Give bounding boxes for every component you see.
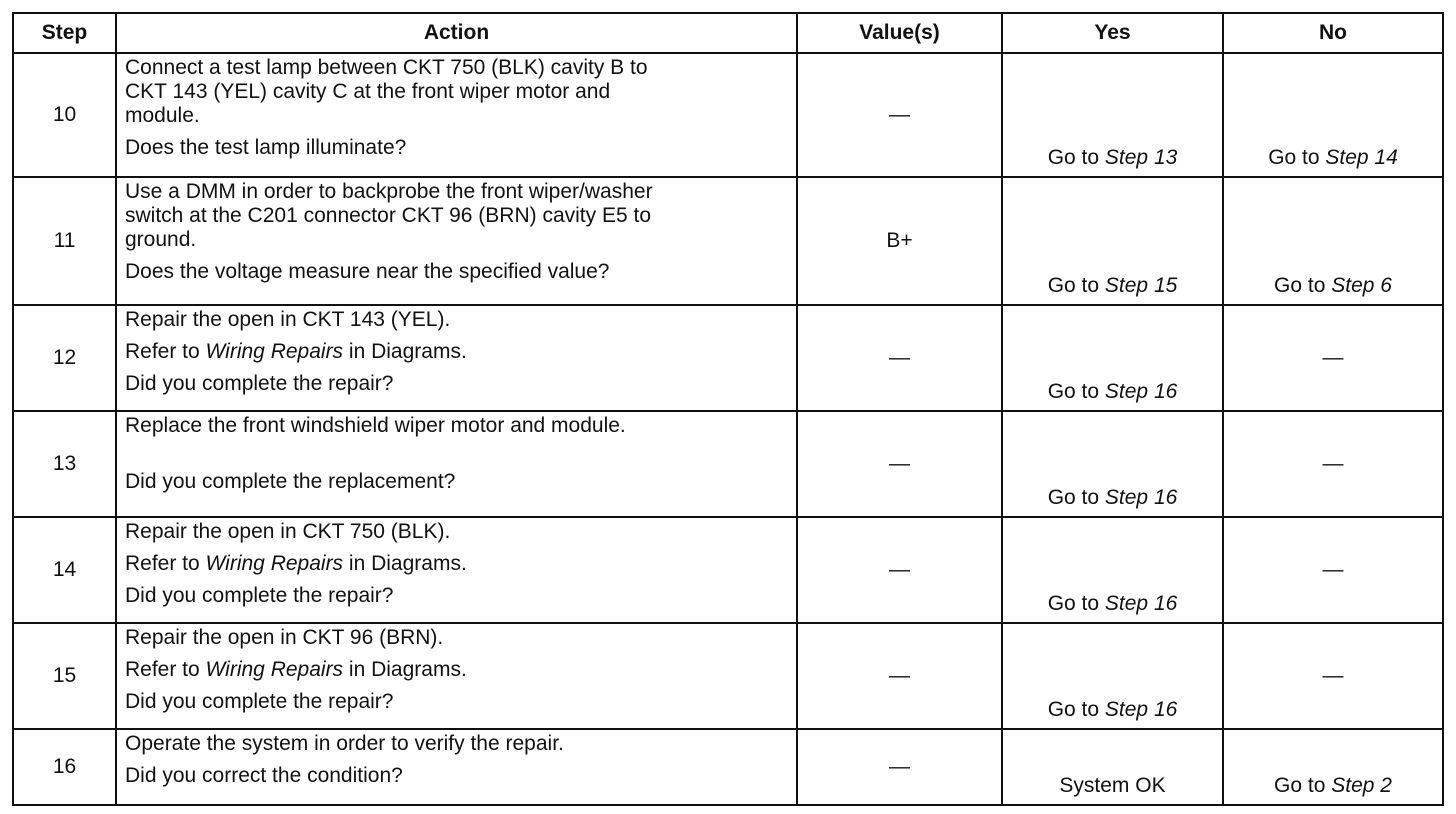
wiring-repairs-link[interactable]: Wiring Repairs	[205, 658, 344, 681]
yes-cell	[1002, 177, 1223, 305]
yes-step-link[interactable]: Step 16	[1104, 592, 1178, 615]
diagnostic-table	[12, 12, 1444, 806]
wiring-repairs-link[interactable]: Wiring Repairs	[205, 552, 344, 575]
yes-cell	[1002, 517, 1223, 623]
value-cell: B+	[797, 177, 1002, 305]
action-line: Repair the open in CKT 96 (BRN).	[125, 626, 444, 649]
refer-line	[125, 658, 788, 682]
table-row	[13, 623, 1443, 729]
yes-step-link[interactable]: Step 16	[1104, 698, 1178, 721]
table-row	[13, 411, 1443, 517]
action-question: Did you complete the repair?	[125, 584, 394, 607]
no-cell	[1223, 729, 1443, 805]
no-cell: —	[1223, 517, 1443, 623]
no-text: Go to	[1274, 274, 1326, 297]
action-cell	[116, 53, 797, 177]
refer-suffix: in Diagrams.	[348, 658, 467, 681]
value-cell: —	[797, 623, 1002, 729]
action-line: Replace the front windshield wiper motor and module.	[125, 414, 626, 437]
header-no: No	[1223, 13, 1443, 53]
yes-cell	[1002, 411, 1223, 517]
action-line: Repair the open in CKT 143 (YEL).	[125, 308, 451, 331]
step-number: 16	[13, 729, 116, 805]
no-step-link[interactable]: Step 6	[1331, 274, 1392, 297]
no-step-link[interactable]: Step 2	[1331, 774, 1392, 797]
header-yes: Yes	[1002, 13, 1223, 53]
yes-step-link[interactable]: Step 16	[1104, 486, 1178, 509]
action-cell	[116, 177, 797, 305]
yes-text: Go to	[1047, 274, 1100, 297]
refer-line	[125, 552, 788, 576]
no-cell	[1223, 177, 1443, 305]
value-cell: —	[797, 517, 1002, 623]
action-line: Repair the open in CKT 750 (BLK).	[125, 520, 451, 543]
yes-cell	[1002, 623, 1223, 729]
action-question: Did you complete the repair?	[125, 372, 394, 395]
header-step: Step	[13, 13, 116, 53]
action-line: module.	[125, 104, 200, 127]
step-number: 13	[13, 411, 116, 517]
action-line: ground.	[125, 228, 197, 251]
step-number: 12	[13, 305, 116, 411]
action-cell	[116, 623, 797, 729]
no-text: Go to	[1268, 146, 1320, 169]
value-cell: —	[797, 411, 1002, 517]
table-row	[13, 517, 1443, 623]
action-cell	[116, 517, 797, 623]
yes-step-link[interactable]: Step 13	[1104, 146, 1178, 169]
value-cell: —	[797, 729, 1002, 805]
header-row	[13, 13, 1443, 53]
no-cell: —	[1223, 623, 1443, 729]
action-cell	[116, 411, 797, 517]
action-question: Did you complete the replacement?	[125, 470, 456, 493]
yes-cell	[1002, 729, 1223, 805]
action-line: Use a DMM in order to backprobe the front wiper/washer	[125, 180, 653, 203]
value-cell: —	[797, 53, 1002, 177]
yes-step-link[interactable]: Step 15	[1104, 274, 1178, 297]
action-cell	[116, 305, 797, 411]
action-question: Did you correct the condition?	[125, 764, 403, 787]
no-cell	[1223, 53, 1443, 177]
action-line: Connect a test lamp between CKT 750 (BLK) cavity B to	[125, 56, 648, 79]
action-question: Does the voltage measure near the specified value?	[125, 260, 610, 283]
yes-cell	[1002, 305, 1223, 411]
action-line: switch at the C201 connector CKT 96 (BRN) cavity E5 to	[125, 204, 652, 227]
no-cell: —	[1223, 411, 1443, 517]
table-row	[13, 305, 1443, 411]
no-cell: —	[1223, 305, 1443, 411]
table-row	[13, 177, 1443, 305]
refer-line	[125, 340, 788, 364]
header-action: Action	[116, 13, 797, 53]
step-number: 10	[13, 53, 116, 177]
action-question: Does the test lamp illuminate?	[125, 136, 407, 159]
refer-prefix: Refer to	[125, 340, 200, 363]
table-row	[13, 53, 1443, 177]
yes-text: Go to	[1047, 380, 1100, 403]
action-question: Did you complete the repair?	[125, 690, 394, 713]
step-number: 15	[13, 623, 116, 729]
yes-text: Go to	[1047, 698, 1100, 721]
refer-suffix: in Diagrams.	[348, 552, 467, 575]
action-cell	[116, 729, 797, 805]
refer-prefix: Refer to	[125, 658, 200, 681]
wiring-repairs-link[interactable]: Wiring Repairs	[205, 340, 344, 363]
step-number: 11	[13, 177, 116, 305]
action-line: CKT 143 (YEL) cavity C at the front wiper motor and	[125, 80, 611, 103]
table-row	[13, 729, 1443, 805]
action-line: Operate the system in order to verify the repair.	[125, 732, 564, 755]
yes-text: Go to	[1047, 592, 1100, 615]
header-values: Value(s)	[797, 13, 1002, 53]
yes-text: Go to	[1047, 486, 1100, 509]
step-number: 14	[13, 517, 116, 623]
refer-suffix: in Diagrams.	[348, 340, 467, 363]
yes-step-link[interactable]: Step 16	[1104, 380, 1178, 403]
yes-text: Go to	[1047, 146, 1100, 169]
yes-cell	[1002, 53, 1223, 177]
value-cell: —	[797, 305, 1002, 411]
no-text: Go to	[1274, 774, 1326, 797]
yes-text: System OK	[1059, 774, 1166, 797]
no-step-link[interactable]: Step 14	[1325, 146, 1398, 169]
refer-prefix: Refer to	[125, 552, 200, 575]
